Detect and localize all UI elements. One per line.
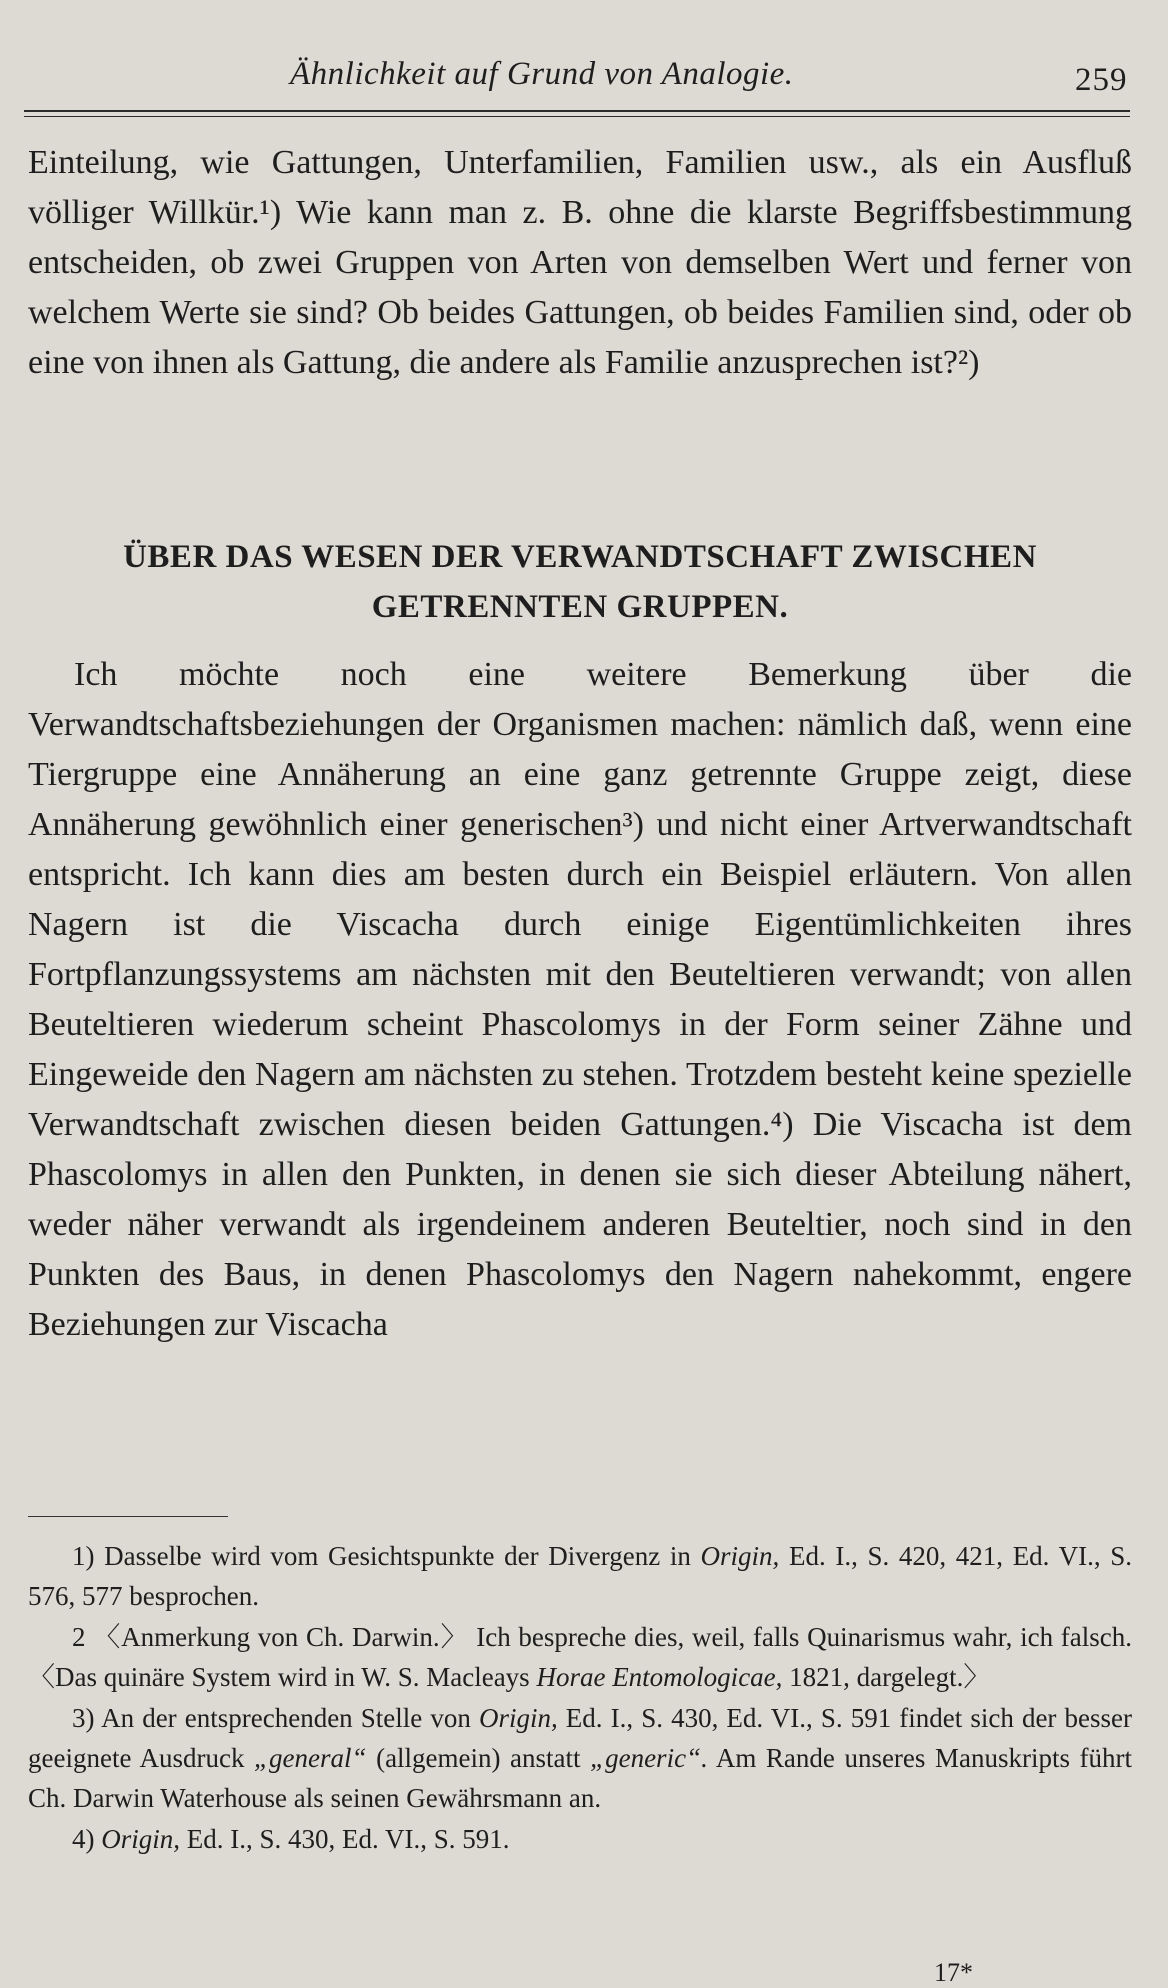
page-number: 259 <box>1075 62 1128 98</box>
paragraph-2: Ich möchte noch eine weitere Bemerkung über die Verwandtschaftsbeziehungen der Organismen machen: nämlich daß, wenn eine Tiergruppe eine Annäherung an eine ganz getrennte Gruppe zeigt, diese Annäherung gewöhnlich einer generischen³) und nicht einer Artverwandtschaft entspricht. Ich kann dies am besten durch ein Beispiel erläutern. Von allen Nagern ist die Viscacha durch einige Eigentümlichkeiten ihres Fortpflanzungssystems am nächsten mit den Beuteltieren verwandt; von allen Beuteltieren wiederum scheint Phascolomys in der Form seiner Zähne und Eingeweide den Nagern am nächsten zu stehen. Trotzdem besteht keine spezielle Verwandtschaft zwischen diesen beiden Gattungen.⁴) Die Viscacha ist dem Phascolomys in allen den Punkten, in denen sie sich dieser Abteilung nähert, weder näher verwandt als irgendeinem anderen Beuteltier, noch sind in den Punkten des Baus, in denen Phascolomys den Nagern nahekommt, engere Beziehungen zur Viscacha <box>28 656 1132 1343</box>
footnote-italic: Horae Entomologicae, <box>536 1662 783 1692</box>
signature-mark: 17* <box>934 1958 973 1987</box>
footnote-4 <box>28 1819 1132 1859</box>
footnote-3 <box>28 1698 1132 1818</box>
footnote-italic: „general“ <box>254 1743 367 1773</box>
footnote-marker: 2 <box>72 1622 86 1652</box>
footnote-marker: 4) <box>72 1824 95 1854</box>
paragraph-1: Einteilung, wie Gattungen, Unterfamilien, Familien usw., als ein Ausfluß völliger Willkür.¹) Wie kann man z. B. ohne die klarste Begriffsbestimmung entscheiden, ob zwei Gruppen von Arten von demselben Wert und ferner von welchem Werte sie sind? Ob beides Gattungen, ob beides Familien sind, oder ob eine von ihnen als Gattung, die andere als Familie anzusprechen ist?²) <box>28 144 1132 381</box>
footnote-text: 1821, dargelegt.〉 <box>782 1662 991 1692</box>
footnote-marker: 1) <box>72 1541 95 1571</box>
footnote-marker: 3) <box>72 1703 95 1733</box>
footnote-text: An der entsprechenden Stelle von <box>94 1703 479 1733</box>
footnote-italic: Origin, <box>478 1703 558 1733</box>
footnote-text: Ed. I., S. 430, Ed. VI., S. 591. <box>180 1824 510 1854</box>
footnotes <box>28 1536 1132 1860</box>
footnote-italic: Origin, <box>700 1541 780 1571</box>
footnote-divider <box>28 1516 228 1517</box>
footnote-1 <box>28 1536 1132 1616</box>
running-title: Ähnlichkeit auf Grund von Analogie. <box>290 56 794 92</box>
header-rule-thin <box>24 116 1130 117</box>
footnote-text: Am Rande unseres Manuskripts führt Ch. Darwin Waterhouse als seinen Gewährsmann an. <box>28 1743 1132 1813</box>
footnote-italic: „generic“. <box>590 1743 708 1773</box>
header-rule <box>24 110 1130 112</box>
footnote-text: Ed. I., S. 420, 421, Ed. VI., S. 576, 577 besprochen. <box>28 1541 1132 1611</box>
section-heading: ÜBER DAS WESEN DER VERWANDTSCHAFT ZWISCHEN GETRENNTEN GRUPPEN. <box>123 539 1037 625</box>
footnote-text: Dasselbe wird vom Gesichtspunkte der Divergenz in <box>94 1541 701 1571</box>
footnote-italic: Origin, <box>101 1824 181 1854</box>
footnote-text: (allgemein) anstatt <box>366 1743 591 1773</box>
footnote-text: 〈Anmerkung von Ch. Darwin.〉 Ich bespreche dies, weil, falls Quinarismus wahr, ich falsch. 〈Das quinäre System wird in W. S. Macleays <box>28 1622 1132 1692</box>
footnote-2 <box>28 1617 1132 1697</box>
footnote-text: Ed. I., S. 430, Ed. VI., S. 591 findet sich der besser geeignete Ausdruck <box>28 1703 1132 1773</box>
